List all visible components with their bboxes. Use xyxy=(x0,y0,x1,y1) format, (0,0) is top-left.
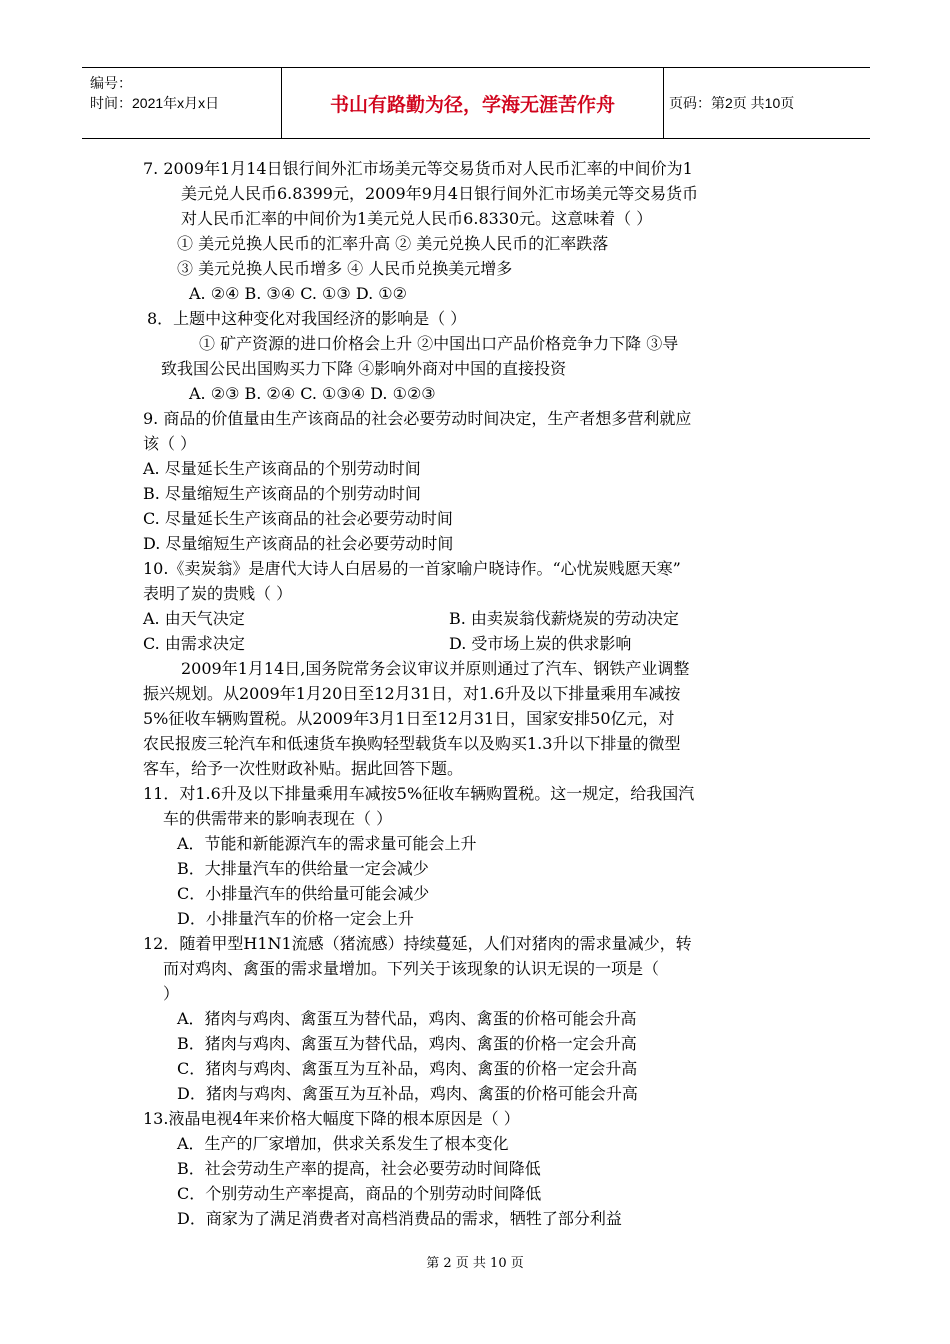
text-line: 致我国公民出国购买力下降 ④影响外商对中国的直接投资 xyxy=(161,359,567,378)
option-line: D. 受市场上炭的供求影响 xyxy=(449,634,632,653)
option-line: A. 尽量延长生产该商品的个别劳动时间 xyxy=(143,459,421,478)
option-line: C．猪肉与鸡肉、禽蛋互为互补品，鸡肉、禽蛋的价格一定会升高 xyxy=(177,1059,638,1078)
option-line: B．猪肉与鸡肉、禽蛋互为替代品，鸡肉、禽蛋的价格一定会升高 xyxy=(177,1034,637,1053)
option-line: B. 由卖炭翁伐薪烧炭的劳动决定 xyxy=(449,609,679,628)
text-line: 而对鸡肉、禽蛋的需求量增加。下列关于该现象的认识无误的一项是（ xyxy=(163,959,660,978)
text-line: 11．对1.6升及以下排量乘用车减按5%征收车辆购置税。这一规定，给我国汽 xyxy=(143,784,695,803)
passage-line: 客车，给予一次性财政补贴。据此回答下题。 xyxy=(143,759,464,778)
option-line: D．猪肉与鸡肉、禽蛋互为互补品，鸡肉、禽蛋的价格可能会升高 xyxy=(177,1084,638,1103)
number-label: 编号： xyxy=(90,75,132,91)
text-line: ） xyxy=(163,984,180,1003)
document-body xyxy=(143,156,815,1231)
text-line: 对人民币汇率的中间价为1美元兑人民币6.8330元。这意味着（ ） xyxy=(181,209,653,228)
text-line: 8．上题中这种变化对我国经济的影响是（ ） xyxy=(147,309,467,328)
option-line: C．小排量汽车的供给量可能会减少 xyxy=(177,884,430,903)
text-line: 10.《卖炭翁》是唐代大诗人白居易的一首家喻户晓诗作。“心忧炭贱愿天寒” xyxy=(143,559,681,578)
passage-line: 农民报废三轮汽车和低速货车换购轻型载货车以及购买1.3升以下排量的微型 xyxy=(143,734,681,753)
option-line: B．社会劳动生产率的提高，社会必要劳动时间降低 xyxy=(177,1159,541,1178)
option-line: A．生产的厂家增加，供求关系发生了根本变化 xyxy=(177,1134,509,1153)
answer-options: A. ②④ B. ③④ C. ①③ D. ①② xyxy=(189,284,407,303)
option-line: D．小排量汽车的价格一定会上升 xyxy=(177,909,414,928)
text-line: 表明了炭的贵贱（ ） xyxy=(143,584,293,603)
text-line: 13.液晶电视4年来价格大幅度下降的根本原因是（ ） xyxy=(143,1109,520,1128)
text-line: 7. 2009年1月14日银行间外汇市场美元等交易货币对人民币汇率的中间价为1 xyxy=(143,159,693,178)
text-line: 9. 商品的价值量由生产该商品的社会必要劳动时间决定，生产者想多营利就应 xyxy=(143,409,692,428)
text-line: 车的供需带来的影响表现在（ ） xyxy=(163,809,393,828)
date-line: 时间：2021年x月x日 xyxy=(90,95,220,111)
text-line: ① 美元兑换人民币的汇率升高 ② 美元兑换人民币的汇率跌落 xyxy=(177,234,609,253)
text-line: 12．随着甲型H1N1流感（猪流感）持续蔓延，人们对猪肉的需求量减少，转 xyxy=(143,934,692,953)
passage-line: 5%征收车辆购置税。从2009年3月1日至12月31日，国家安排50亿元，对 xyxy=(143,709,675,728)
option-line: C．个别劳动生产率提高，商品的个别劳动时间降低 xyxy=(177,1184,542,1203)
option-row xyxy=(143,631,815,656)
option-line: D．商家为了满足消费者对高档消费品的需求，牺牲了部分利益 xyxy=(177,1209,622,1228)
option-line: C. 由需求决定 xyxy=(143,634,245,653)
page-footer: 第 2 页 共 10 页 xyxy=(426,1256,524,1271)
option-line: A．节能和新能源汽车的需求量可能会上升 xyxy=(177,834,477,853)
passage-line: 振兴规划。从2009年1月20日至12月31日，对1.6升及以下排量乘用车减按 xyxy=(143,684,681,703)
option-line: A．猪肉与鸡肉、禽蛋互为替代品，鸡肉、禽蛋的价格可能会升高 xyxy=(177,1009,637,1028)
option-line: B. 尽量缩短生产该商品的个别劳动时间 xyxy=(143,484,421,503)
option-line: C. 尽量延长生产该商品的社会必要劳动时间 xyxy=(143,509,453,528)
option-line: A. 由天气决定 xyxy=(143,609,245,628)
text-line: ③ 美元兑换人民币增多 ④ 人民币兑换美元增多 xyxy=(177,259,513,278)
option-row xyxy=(143,606,815,631)
text-line: 美元兑人民币6.8399元，2009年9月4日银行间外汇市场美元等交易货币 xyxy=(181,184,699,203)
option-line: D. 尽量缩短生产该商品的社会必要劳动时间 xyxy=(143,534,454,553)
answer-options: A. ②③ B. ②④ C. ①③④ D. ①②③ xyxy=(189,384,436,403)
page-header xyxy=(82,67,870,139)
page-info: 页码：第2页 共10页 xyxy=(669,95,795,111)
motto: 书山有路勤为径，学海无涯苦作舟 xyxy=(282,68,664,138)
passage-line: 2009年1月14日,国务院常务会议审议并原则通过了汽车、钢铁产业调整 xyxy=(181,659,690,678)
option-line: B．大排量汽车的供给量一定会减少 xyxy=(177,859,429,878)
text-line: 该（ ） xyxy=(143,434,197,453)
text-line: ① 矿产资源的进口价格会上升 ②中国出口产品价格竞争力下降 ③导 xyxy=(199,334,679,353)
header-meta xyxy=(82,68,282,138)
